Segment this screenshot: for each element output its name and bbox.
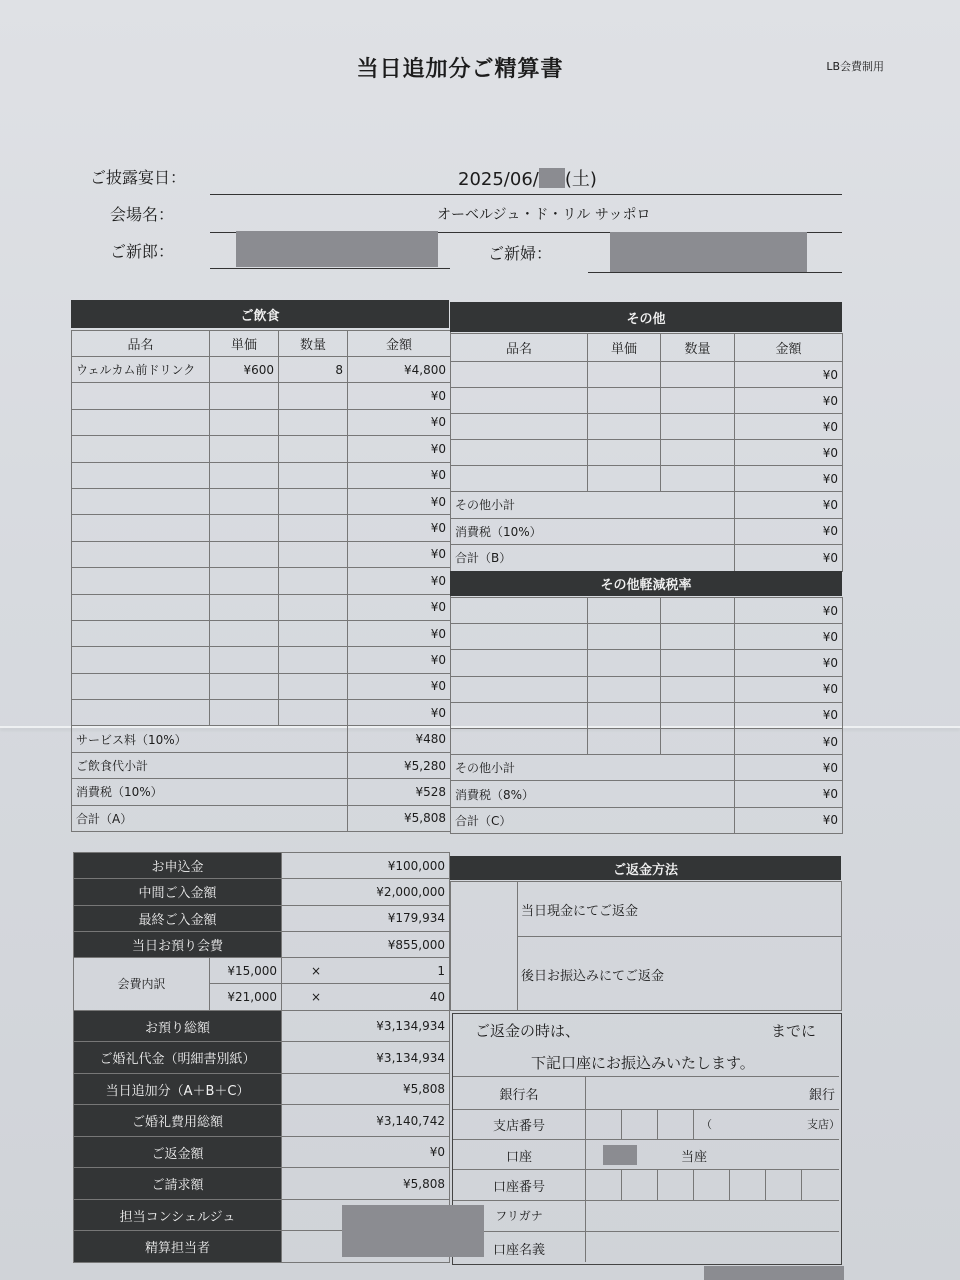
fee-times-sign: × xyxy=(310,990,322,1005)
account-number-label: 口座番号 xyxy=(492,1180,545,1195)
reduced-summary-row xyxy=(451,755,843,781)
food-item-price xyxy=(210,436,279,462)
other-summary-label: 合計（B） xyxy=(451,545,735,572)
other-summary-label: その他小計 xyxy=(451,492,735,519)
other-summary-value: ¥0 xyxy=(735,492,843,519)
food-col-header: 品名 xyxy=(72,331,210,357)
payment-total-label: ご返金額 xyxy=(74,1136,282,1168)
refund-section-header: ご返金方法 xyxy=(450,856,841,880)
food-summary-label: 消費税（10%） xyxy=(72,779,348,805)
date-label: ご披露宴日： xyxy=(90,168,187,187)
food-col-header: 金額 xyxy=(348,331,451,357)
other-item-amount: ¥0 xyxy=(735,440,843,466)
reduced-row xyxy=(451,650,843,676)
account-type-redacted xyxy=(603,1145,637,1165)
reduced-item-name xyxy=(451,676,588,702)
reduced-item-name xyxy=(451,624,588,650)
food-item-qty xyxy=(279,383,348,409)
reduced-item-price xyxy=(588,598,661,624)
other-row xyxy=(451,440,843,466)
payment-total-label: ご婚礼代金（明細書別紙） xyxy=(74,1042,282,1074)
food-summary-value: ¥528 xyxy=(348,779,451,805)
other-item-amount: ¥0 xyxy=(735,362,843,388)
reduced-item-amount: ¥0 xyxy=(735,676,843,702)
other-item-amount: ¥0 xyxy=(735,414,843,440)
reduced-item-name xyxy=(451,728,588,754)
reduced-item-amount: ¥0 xyxy=(735,598,843,624)
other-col-header: 単価 xyxy=(588,334,661,362)
food-item-name xyxy=(72,383,210,409)
reduced-item-name xyxy=(451,650,588,676)
other-item-qty xyxy=(661,414,735,440)
reduced-item-amount: ¥0 xyxy=(735,728,843,754)
payment-row xyxy=(74,853,450,879)
payment-total-value: ¥3,140,742 xyxy=(282,1105,450,1137)
food-item-amount: ¥0 xyxy=(348,568,451,594)
other-summary-row xyxy=(451,545,843,572)
reduced-summary-value: ¥0 xyxy=(735,807,843,833)
payment-value: ¥100,000 xyxy=(282,853,450,879)
food-summary-label: サービス料（10%） xyxy=(72,726,348,752)
other-item-amount: ¥0 xyxy=(735,388,843,414)
food-item-name xyxy=(72,620,210,646)
branch-number-label: 支店番号 xyxy=(492,1119,545,1134)
other-item-amount: ¥0 xyxy=(735,466,843,492)
food-item-amount: ¥0 xyxy=(348,541,451,567)
food-item-name xyxy=(72,541,210,567)
refund-option-transfer: 後日お振込みにてご返金 xyxy=(521,969,665,984)
other-item-price xyxy=(588,414,661,440)
payment-total-value: ¥3,134,934 xyxy=(282,1010,450,1042)
food-item-qty xyxy=(279,488,348,514)
reduced-item-price xyxy=(588,728,661,754)
venue-label: 会場名： xyxy=(110,205,175,224)
payment-total-row xyxy=(74,1010,450,1042)
reduced-item-qty xyxy=(661,624,735,650)
reduced-row xyxy=(451,702,843,728)
fee-breakdown-row xyxy=(74,958,450,984)
reduced-row xyxy=(451,598,843,624)
form-type-label: LB会費制用 xyxy=(826,60,884,73)
other-item-price xyxy=(588,440,661,466)
food-row xyxy=(72,568,451,594)
branch-paren: （ xyxy=(701,1118,712,1131)
reduced-row xyxy=(451,676,843,702)
food-row xyxy=(72,541,451,567)
food-item-amount: ¥0 xyxy=(348,594,451,620)
refund-note-deadline: までに xyxy=(771,1022,817,1040)
reduced-summary-value: ¥0 xyxy=(735,781,843,807)
fee-unit-price: ¥21,000 xyxy=(210,984,282,1010)
food-summary-row xyxy=(72,726,451,752)
payment-label: お申込金 xyxy=(74,853,282,879)
payment-total-label: ご請求額 xyxy=(74,1168,282,1200)
food-summary-row xyxy=(72,805,451,831)
food-item-price xyxy=(210,409,279,435)
other-col-header: 数量 xyxy=(661,334,735,362)
payment-value: ¥855,000 xyxy=(282,931,450,957)
food-item-name xyxy=(72,462,210,488)
venue-value: オーベルジュ・ド・リル サッポロ xyxy=(437,207,651,223)
furigana-label: フリガナ xyxy=(495,1209,543,1223)
food-item-qty xyxy=(279,620,348,646)
groom-underline xyxy=(210,268,450,269)
reduced-summary-label: その他小計 xyxy=(451,755,735,781)
other-item-name xyxy=(451,388,588,414)
reduced-item-amount: ¥0 xyxy=(735,624,843,650)
other-item-name xyxy=(451,414,588,440)
food-item-price xyxy=(210,568,279,594)
food-summary-value: ¥5,808 xyxy=(348,805,451,831)
food-item-qty xyxy=(279,594,348,620)
bank-suffix: 銀行 xyxy=(809,1088,836,1103)
other-summary-row xyxy=(451,518,843,545)
reduced-item-amount: ¥0 xyxy=(735,702,843,728)
reduced-summary-row xyxy=(451,781,843,807)
reduced-row xyxy=(451,728,843,754)
food-col-header: 単価 xyxy=(210,331,279,357)
other-table xyxy=(450,333,843,572)
payment-total-value: ¥3,134,934 xyxy=(282,1042,450,1074)
other-item-price xyxy=(588,466,661,492)
groom-label: ご新郎： xyxy=(110,242,175,261)
other-summary-value: ¥0 xyxy=(735,518,843,545)
reduced-row xyxy=(451,624,843,650)
food-item-amount: ¥0 xyxy=(348,620,451,646)
food-row xyxy=(72,488,451,514)
payment-total-value: ¥5,808 xyxy=(282,1168,450,1200)
date-value: 2025/06/ (土) xyxy=(458,169,597,190)
food-item-price xyxy=(210,647,279,673)
other-item-qty xyxy=(661,440,735,466)
food-summary-value: ¥480 xyxy=(348,726,451,752)
fee-count: 40 xyxy=(429,990,446,1005)
payment-total-label: お預り総額 xyxy=(74,1010,282,1042)
payment-row xyxy=(74,931,450,957)
food-row xyxy=(72,594,451,620)
food-item-name xyxy=(72,515,210,541)
payment-label: 最終ご入金額 xyxy=(74,905,282,931)
food-summary-label: 合計（A） xyxy=(72,805,348,831)
food-item-amount: ¥0 xyxy=(348,383,451,409)
food-row xyxy=(72,409,451,435)
reduced-summary-row xyxy=(451,807,843,833)
other-item-price xyxy=(588,388,661,414)
payment-total-row xyxy=(74,1042,450,1074)
other-row xyxy=(451,414,843,440)
food-table xyxy=(71,330,451,832)
other-row xyxy=(451,362,843,388)
payment-total-row xyxy=(74,1105,450,1137)
food-item-name xyxy=(72,647,210,673)
other-item-price xyxy=(588,362,661,388)
bride-underline xyxy=(588,272,842,273)
other-summary-value: ¥0 xyxy=(735,545,843,572)
food-item-price xyxy=(210,700,279,726)
staff-names-redacted xyxy=(342,1205,484,1257)
food-row xyxy=(72,383,451,409)
refund-note-line2: 下記口座にお振込みいたします。 xyxy=(531,1054,755,1072)
refund-option-cash: 当日現金にてご返金 xyxy=(521,904,639,919)
fee-count-cell xyxy=(282,958,450,984)
food-item-qty xyxy=(279,647,348,673)
food-item-price xyxy=(210,383,279,409)
food-row xyxy=(72,620,451,646)
food-summary-row xyxy=(72,752,451,778)
food-item-name xyxy=(72,673,210,699)
account-type-label: 口座 xyxy=(505,1150,532,1165)
food-item-name xyxy=(72,409,210,435)
food-summary-row xyxy=(72,779,451,805)
other-row xyxy=(451,466,843,492)
food-item-price xyxy=(210,488,279,514)
reduced-item-name xyxy=(451,598,588,624)
reduced-summary-label: 合計（C） xyxy=(451,807,735,833)
fee-times-sign: × xyxy=(310,963,322,978)
food-item-price xyxy=(210,620,279,646)
food-row xyxy=(72,673,451,699)
refund-note-line1: ご返金の時は、 xyxy=(475,1022,581,1040)
branch-suffix: 支店） xyxy=(807,1118,840,1131)
food-summary-label: ご飲食代小計 xyxy=(72,752,348,778)
other-item-name xyxy=(451,466,588,492)
food-item-name xyxy=(72,594,210,620)
reduced-item-amount: ¥0 xyxy=(735,650,843,676)
food-item-name xyxy=(72,488,210,514)
reduced-item-name xyxy=(451,702,588,728)
reduced-item-qty xyxy=(661,728,735,754)
reduced-tax-table xyxy=(450,597,843,834)
reduced-item-price xyxy=(588,676,661,702)
food-row xyxy=(72,647,451,673)
food-item-name xyxy=(72,568,210,594)
food-item-qty xyxy=(279,515,348,541)
account-holder-label: 口座名義 xyxy=(492,1243,545,1258)
other-summary-row xyxy=(451,492,843,519)
payment-total-label: 担当コンシェルジュ xyxy=(74,1199,282,1231)
other-item-qty xyxy=(661,362,735,388)
payment-total-row xyxy=(74,1136,450,1168)
bottom-redacted xyxy=(704,1266,844,1280)
reduced-item-qty xyxy=(661,650,735,676)
fee-count-cell xyxy=(282,984,450,1010)
food-item-amount: ¥0 xyxy=(348,673,451,699)
food-item-qty xyxy=(279,568,348,594)
food-item-name xyxy=(72,700,210,726)
bride-name-redacted xyxy=(610,232,807,272)
reduced-item-price xyxy=(588,650,661,676)
other-item-name xyxy=(451,362,588,388)
payment-total-label: ご婚礼費用総額 xyxy=(74,1105,282,1137)
payment-value: ¥179,934 xyxy=(282,905,450,931)
food-row xyxy=(72,515,451,541)
payment-row xyxy=(74,905,450,931)
other-item-name xyxy=(451,440,588,466)
food-item-qty xyxy=(279,673,348,699)
payment-label: 当日お預り会費 xyxy=(74,931,282,957)
food-item-price xyxy=(210,462,279,488)
account-type-current: 当座 xyxy=(681,1150,708,1165)
payment-value: ¥2,000,000 xyxy=(282,879,450,905)
food-item-price xyxy=(210,673,279,699)
payment-total-label: 当日追加分（A＋B＋C） xyxy=(74,1073,282,1105)
fee-count: 1 xyxy=(437,963,446,978)
fee-unit-price: ¥15,000 xyxy=(210,958,282,984)
reduced-item-price xyxy=(588,702,661,728)
food-section-header: ご飲食 xyxy=(71,300,449,328)
food-item-qty xyxy=(279,541,348,567)
food-item-amount: ¥4,800 xyxy=(348,357,451,383)
food-item-amount: ¥0 xyxy=(348,409,451,435)
refund-account-box xyxy=(452,1013,842,1265)
other-item-qty xyxy=(661,466,735,492)
reduced-item-price xyxy=(588,624,661,650)
reduced-summary-value: ¥0 xyxy=(735,755,843,781)
reduced-summary-label: 消費税（8%） xyxy=(451,781,735,807)
food-item-name xyxy=(72,436,210,462)
other-col-header: 金額 xyxy=(735,334,843,362)
food-item-price xyxy=(210,541,279,567)
food-row xyxy=(72,357,451,383)
document-title: 当日追加分ご精算書 xyxy=(356,57,564,82)
food-item-amount: ¥0 xyxy=(348,515,451,541)
other-col-header: 品名 xyxy=(451,334,588,362)
payment-total-value: ¥0 xyxy=(282,1136,450,1168)
food-item-amount: ¥0 xyxy=(348,647,451,673)
payment-total-row xyxy=(74,1168,450,1200)
payment-label: 中間ご入金額 xyxy=(74,879,282,905)
food-item-amount: ¥0 xyxy=(348,700,451,726)
food-item-price xyxy=(210,515,279,541)
fee-breakdown-label: 会費内訳 xyxy=(74,958,210,1011)
payment-row xyxy=(74,879,450,905)
food-row xyxy=(72,462,451,488)
food-summary-value: ¥5,280 xyxy=(348,752,451,778)
payment-total-value: ¥5,808 xyxy=(282,1073,450,1105)
food-item-price xyxy=(210,594,279,620)
payment-total-label: 精算担当者 xyxy=(74,1231,282,1263)
payments-table xyxy=(73,852,450,1263)
bride-label: ご新婦： xyxy=(488,244,553,263)
reduced-section-header: その他軽減税率 xyxy=(450,571,842,596)
food-item-amount: ¥0 xyxy=(348,436,451,462)
food-item-qty xyxy=(279,436,348,462)
date-underline xyxy=(210,194,842,195)
food-row xyxy=(72,436,451,462)
other-item-qty xyxy=(661,388,735,414)
food-item-price: ¥600 xyxy=(210,357,279,383)
food-item-amount: ¥0 xyxy=(348,462,451,488)
food-row xyxy=(72,700,451,726)
food-item-name: ウェルカム前ドリンク xyxy=(72,357,210,383)
food-item-amount: ¥0 xyxy=(348,488,451,514)
other-summary-label: 消費税（10%） xyxy=(451,518,735,545)
other-row xyxy=(451,388,843,414)
reduced-item-qty xyxy=(661,702,735,728)
food-item-qty xyxy=(279,462,348,488)
food-item-qty xyxy=(279,700,348,726)
food-col-header: 数量 xyxy=(279,331,348,357)
food-item-qty xyxy=(279,409,348,435)
refund-options-box xyxy=(450,881,842,1011)
bank-name-label: 銀行名 xyxy=(499,1088,539,1103)
other-section-header: その他 xyxy=(450,302,842,332)
food-item-qty: 8 xyxy=(279,357,348,383)
reduced-item-qty xyxy=(661,676,735,702)
payment-total-row xyxy=(74,1073,450,1105)
groom-name-redacted xyxy=(236,231,438,267)
reduced-item-qty xyxy=(661,598,735,624)
